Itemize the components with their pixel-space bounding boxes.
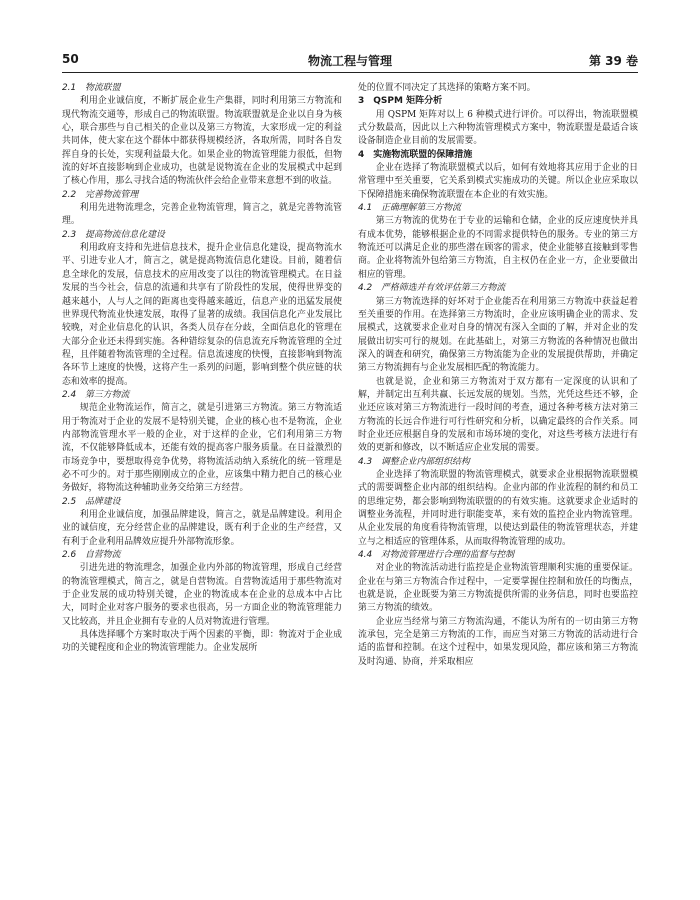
paragraph: 引进先进的物流理念，加强企业内外部的物流管理，形成自己经营的物流管理模式，简言之，就是自营物流。自营物流适用于那些物流对于企业发展的成功特别关键，企业的物流成本在企业的总成本中占比大，同时企业对客户服务的要求也很高，另一方面企业的物流管理能力又比较高，并且企业拥有专业的人员对物流进行管理。: [62, 563, 342, 627]
volume-label: 第 39 卷: [588, 54, 638, 68]
section-heading: 4.2 严格筛选并有效评估第三方物流: [358, 283, 506, 294]
paragraph: 第三方物流的优势在于专业的运输和仓储，企业的反应速度快并具有成本优势，能够根据企业的不同需求提供特色的服务。专业的第三方物流还可以满足企业的那些潜在顾客的需求，使企业能够直接触到零售商。企业将物流外包给第三方物流，自主权仍在企业一方，企业要做出相应的管理。: [358, 216, 638, 280]
section-title: 3 QSPM 矩阵分析: [358, 96, 443, 107]
paragraph-continued: 处的位置不同决定了其选择的策略方案不同。: [358, 83, 536, 93]
section-heading: 4.3 调整企业内部组织结构: [358, 456, 470, 467]
paragraph: 企业选择了物流联盟的物流管理模式，就要求企业根据物流联盟模式的需要调整企业内部的组织结构。企业内部的作业流程的制约和员工的思维定势，都会影响到物流联盟的的有效实施。这就要求企业适时的调整业务流程，并同时进行职能变革，来有效的监控企业内物流管理。从企业发展的角度看待物流管理，以使达到最佳的物流管理状态，并建立与之相适应的管理体系，从而取得物流管理的成功。: [358, 469, 638, 547]
section-heading: 4.1 正确理解第三方物流: [358, 203, 461, 214]
journal-title: 物流工程与管理: [307, 54, 392, 68]
page-number: 50: [62, 52, 79, 66]
paragraph: 对企业的物流活动进行监控是企业物流管理顺利实施的重要保证。企业在与第三方物流合作过程中，一定要掌握住控制和放任的均衡点，也就是说，企业既要为第三方物流提供所需的业务信息，同时也要监控第三方物流的绩效。: [358, 563, 638, 614]
section-heading: 4.4 对物流管理进行合理的监督与控制: [358, 550, 515, 561]
paragraph: 企业在选择了物流联盟模式以后，如何有效地将其应用于企业的日常管理中至关重要，它关系到模式实施成功的关键。所以企业应采取以下保障措施来确保物流联盟在本企业的有效实施。: [358, 163, 638, 200]
section-heading: 2.6 自营物流: [62, 550, 121, 561]
paragraph: 具体选择哪个方案时取决于两个因素的平衡，即：物流对于企业成功的关键程度和企业的物流管理能力。企业发展所: [62, 630, 342, 654]
paragraph: 利用企业诚信度，加强品牌建设，简言之，就是品牌建设。利用企业的诚信度，充分经营企业的品牌建设，既有利于企业的生产经营，又有利于企业利用品牌效应提升外部物流形象。: [62, 510, 342, 547]
paragraph: 企业应当经常与第三方物流沟通，不能认为所有的一切由第三方物流承包，完全是第三方物流的工作，而应当对第三方物流的活动进行合适的监督和控制。在这个过程中，如果发现风险，都应该和第三方物流及时沟通、协商，并采取相应: [358, 616, 638, 667]
section-heading: 2.5 品牌建设: [62, 496, 121, 507]
paragraph: 利用政府支持和先进信息技术，提升企业信息化建设，提高物流水平、引进专业人才，简言之，就是提高物流信息化建设。目前，随着信息全球化的发展，信息技术的应用改变了以往的物流管理模式。在日益发展的当今社会，信息的流通和共享有了阶段性的发展，使得世界变的越来越小，人与人之间的距离也变得越来越近，信息产业的迅猛发展使世界现代物流业快速发展，取得了显著的成绩。我国信息化产业发展比较晚，对企业信息化的认识，各类人员存在分歧，全面信息化的管理在大部分企业还未得到实施。各种错综复杂的信息流充斥物流管理的全过程，且伴随着物流管理的全过程。信息流速度的快慢，直接影响到物流各环节上速度的快慢，这将产生一系列的问题，影响到整个供应链的状态和效率的提高。: [62, 243, 342, 387]
paragraph: 第三方物流选择的好坏对于企业能否在利用第三方物流中获益起着至关重要的作用。在选择第三方物流时，企业应该明确企业的需求、发展模式，这就要求企业对自身的情况有深入全面的了解，并对企业的发展做出切实可行的规划。在此基础上，对第三方物流的各种情况也做出深入的调查和研究，确保第三方物流能为企业的发展提供帮助，并确定第三方物流拥有与企业发展相匹配的物流能力。: [358, 296, 638, 374]
left-column: [62, 82, 342, 656]
right-column: [358, 82, 638, 669]
page-header: [62, 50, 638, 72]
paragraph: 利用企业诚信度，不断扩展企业生产集群，同时利用第三方物流和现代物流交通等，形成自己的物流联盟。物流联盟就是企业以自身为核心，联合那些与自己相关的企业以及第三方物流，大家形成一定的利益共同体，使大家在这个群体中都获得规模经济，各取所需，同时各自发挥自身的长处，实现利益最大化。如果企业的物流管理能力很低，但物流的好坏直接影响到企业成功，也就是说物流在企业的发展模式中起到了核心作用，那么寻找合适的物流伙伴会给企业带来意想不到的收益。: [62, 96, 342, 187]
paragraph: 用 QSPM 矩阵对以上 6 种模式进行评价。可以得出，物流联盟模式分数最高，因此以上六种物流管理模式方案中，物流联盟是最适合该设备制造企业目前的发展需要。: [358, 109, 638, 147]
section-heading: 2.3 提高物流信息化建设: [62, 229, 165, 240]
section-heading: 2.1 物流联盟: [62, 83, 121, 93]
paragraph: 规范企业物流运作，简言之，就是引进第三方物流。第三方物流适用于物流对于企业的发展不是特别关键，企业的核心也不是物流，企业内部物流管理水平一般的企业，对于这样的企业，它们利用第三方物流，不仅能够降低成本，还能有效的提高客户服务质量。在日益激烈的市场竞争中，要想取得竞争优势，将物流活动纳入系统化的统一管理是必不可少的。对于那些刚刚成立的企业，应该集中精力把自己的核心业务做好，将物流这种辅助业务交给第三方经营。: [62, 403, 342, 494]
section-heading: 2.4 第三方物流: [62, 389, 130, 400]
paragraph: 利用先进物流理念，完善企业物流管理，简言之，就是完善物流管理。: [62, 203, 342, 227]
paragraph: 也就是说，企业和第三方物流对于双方都有一定深度的认识和了解，并制定出互利共赢、长远发展的规划。当然，光凭这些还不够，企业还应该对第三方物流进行一段时间的考查，通过各种考核方法对第三方物流的长远合作进行可行性研究和分析，以确定最终的合作关系。同时企业还应根据自身的发展和市场环境的变化，对这些考核方法进行有效的更新和修改，以不断适应企业发展的需要。: [358, 376, 638, 454]
section-heading: 2.2 完善物流管理: [62, 189, 139, 200]
header-rule: [62, 72, 638, 73]
section-title: 4 实施物流联盟的保障措施: [358, 149, 473, 160]
